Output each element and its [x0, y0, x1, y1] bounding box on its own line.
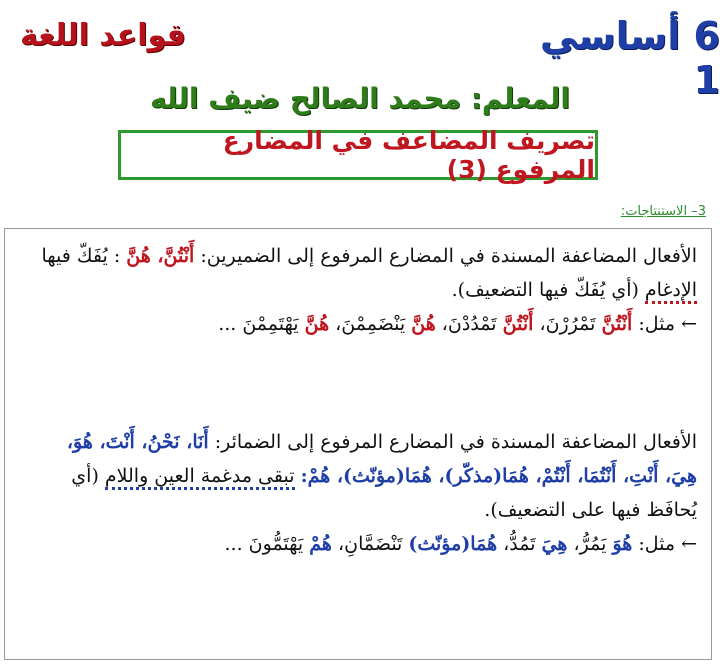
teacher-name: المعلم: محمد الصالح ضيف الله: [150, 82, 570, 115]
rule2-example-2-pronoun: هِيَ: [541, 533, 568, 555]
lesson-title: تصريف المضاعف في المضارع المرفوع (3): [222, 126, 595, 184]
rule2-example-1-verb: يَمُرُّ،: [573, 533, 607, 555]
rule2-example-prefix: ← مثل:: [638, 533, 697, 555]
rule1-line2: [19, 273, 697, 307]
rule2-example-4-verb: يَهْتَمُّونَ ...: [224, 533, 304, 555]
section-label: 3– الاستنتاجات:: [620, 204, 706, 219]
rule1-line2-rest: (أي يُفَكّ فيها التضعيف).: [451, 279, 645, 301]
rules-box: [4, 228, 712, 660]
rule1-example-2-verb: تَمْدُدْنَ،: [441, 313, 497, 335]
rule1-tail: : يُفَكّ فيها: [41, 245, 121, 267]
rule2-example-3-pronoun: هُمَا(مؤنّث): [408, 533, 498, 555]
rule1-line1: [19, 239, 697, 273]
rule1-pronouns: أَنْتُنَّ، هُنَّ: [126, 245, 195, 267]
rule2-example-4-pronoun: هُمْ: [309, 533, 332, 555]
rule1-underlined: الإدغام: [645, 279, 697, 304]
rule2-example-1-pronoun: هُوَ: [612, 533, 633, 555]
rule1-example-1-pronoun: أَنْتُنَّ: [601, 313, 633, 335]
rule2-text: الأفعال المضاعفة المسندة في المضارع المرفوع إلى الضمائر:: [214, 431, 697, 453]
rule1-example-1-verb: تَمْرُرْنَ،: [539, 313, 596, 335]
rule-paragraph-1: [19, 239, 697, 341]
grade-title: 6 أساسي 1: [539, 14, 720, 102]
rule2-pronouns-1: أَنَا، نَحْنُ، أَنْتَ، هُوَ،: [66, 431, 209, 453]
lesson-title-box: [118, 126, 598, 184]
rule-paragraph-2: [19, 425, 697, 561]
rule1-example-line: [19, 307, 697, 341]
rule1-example-3-pronoun: هُنَّ: [411, 313, 436, 335]
rule2-line3: يُحافَظ فيها على التضعيف).: [484, 499, 697, 521]
rule1-example-4-pronoun: هُنَّ: [304, 313, 330, 335]
rule1-text: الأفعال المضاعفة المسندة في المضارع المرفوع إلى الضميرين:: [200, 245, 697, 267]
rule1-example-4-verb: يَهْتَمِمْنَ ...: [218, 313, 299, 335]
rule2-pronouns-2: هِيَ، أَنْتِ، أَنْتُمَا، أَنْتُمْ، هُمَا(مذكّر)، هُمَا(مؤنّث)، هُمْ:: [300, 465, 697, 487]
rule1-example-2-pronoun: أَنْتُنَّ: [502, 313, 534, 335]
rule2-underlined: تبقى مدغمة العين واللام: [105, 465, 295, 490]
rule1-example-prefix: ← مثل:: [638, 313, 697, 335]
rule2-example-3-verb: تَنْضَمَّانِ،: [337, 533, 403, 555]
subject-title: قواعد اللغة: [20, 18, 186, 53]
rule2-line1: [19, 425, 697, 459]
rule2-tail: (أي: [71, 465, 105, 487]
rule2-line2: [19, 459, 697, 493]
rule2-example-2-verb: تَمُدُّ،: [503, 533, 536, 555]
rule2-example-line: [19, 527, 697, 561]
rule1-example-3-verb: يَنْضَمِمْنَ،: [335, 313, 406, 335]
